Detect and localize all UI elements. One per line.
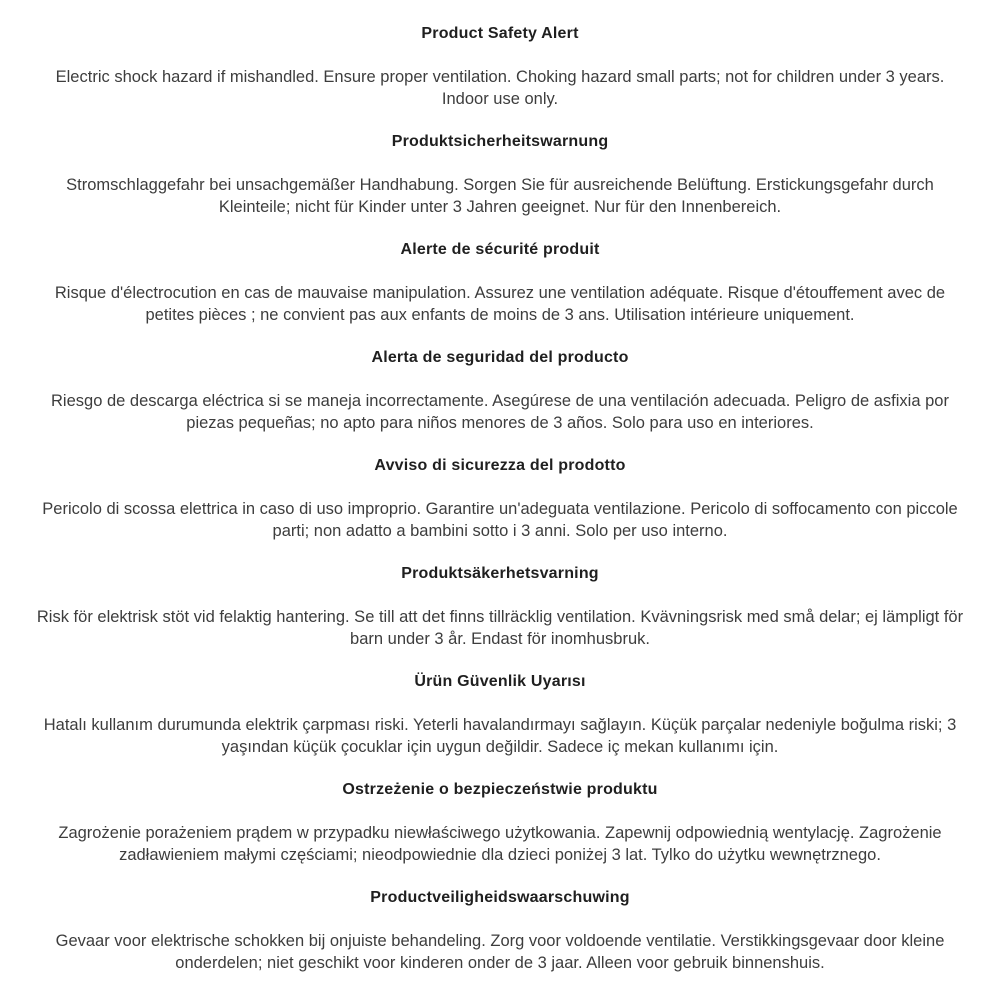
safety-section-swedish (32, 563, 968, 650)
safety-section-english (32, 23, 968, 110)
safety-section-french (32, 239, 968, 326)
section-heading-polish: Ostrzeżenie o bezpieczeństwie produktu (342, 781, 658, 798)
section-body-spanish: Riesgo de descarga eléctrica si se maneja incorrectamente. Asegúrese de una ventilación adecuada. Peligro de asfixia por piezas pequeñas; no apto para niños menores de 3 años. Solo para uso en interiores. (51, 392, 949, 432)
section-heading-spanish: Alerta de seguridad del producto (371, 349, 629, 366)
section-body-turkish: Hatalı kullanım durumunda elektrik çarpması riski. Yeterli havalandırmayı sağlayın. Küçük parçalar nedeniyle boğulma riski; 3 yaşından küçük çocuklar için uygun değildir. Sadece iç mekan kullanımı için. (43, 716, 957, 756)
section-heading-swedish: Produktsäkerhetsvarning (401, 565, 599, 582)
section-heading-german: Produktsicherheitswarnung (391, 133, 609, 150)
section-heading-french: Alerte de sécurité produit (400, 241, 600, 258)
section-body-polish: Zagrożenie porażeniem prądem w przypadku niewłaściwego użytkowania. Zapewnij odpowiednią wentylację. Zagrożenie zadławieniem małymi częściami; nieodpowiednie dla dzieci poniżej 3 lat. Tylko do użytku wewnętrznego. (58, 824, 942, 864)
safety-section-dutch (32, 887, 968, 974)
section-heading-italian: Avviso di sicurezza del prodotto (374, 457, 626, 474)
safety-section-italian (32, 455, 968, 542)
safety-section-turkish (32, 671, 968, 758)
section-body-italian: Pericolo di scossa elettrica in caso di uso improprio. Garantire un'adeguata ventilazione. Pericolo di soffocamento con piccole parti; non adatto a bambini sotto i 3 anni. Solo per uso interno. (42, 500, 958, 540)
safety-section-german (32, 131, 968, 218)
section-heading-turkish: Ürün Güvenlik Uyarısı (414, 673, 586, 690)
section-heading-dutch: Productveiligheidswaarschuwing (370, 889, 630, 906)
section-body-german: Stromschlaggefahr bei unsachgemäßer Handhabung. Sorgen Sie für ausreichende Belüftung. Erstickungsgefahr durch Kleinteile; nicht für Kinder unter 3 Jahren geeignet. Nur für den Innenbereich. (66, 176, 934, 216)
safety-section-spanish (32, 347, 968, 434)
section-body-english: Electric shock hazard if mishandled. Ensure proper ventilation. Choking hazard small parts; not for children under 3 years. Indoor use only. (55, 68, 945, 108)
section-body-dutch: Gevaar voor elektrische schokken bij onjuiste behandeling. Zorg voor voldoende ventilatie. Verstikkingsgevaar door kleine onderdelen; niet geschikt voor kinderen onder de 3 jaar. Alleen voor gebruik binnenshuis. (55, 932, 945, 972)
section-heading-english: Product Safety Alert (421, 25, 579, 42)
section-body-swedish: Risk för elektrisk stöt vid felaktig hantering. Se till att det finns tillräcklig ventilation. Kvävningsrisk med små delar; ej lämpligt för barn under 3 år. Endast för inomhusbruk. (36, 608, 964, 648)
section-body-french: Risque d'électrocution en cas de mauvaise manipulation. Assurez une ventilation adéquate. Risque d'étouffement avec de petites pièces ; ne convient pas aux enfants de moins de 3 ans. Utilisation intérieure uniquement. (54, 284, 946, 324)
safety-section-polish (32, 779, 968, 866)
